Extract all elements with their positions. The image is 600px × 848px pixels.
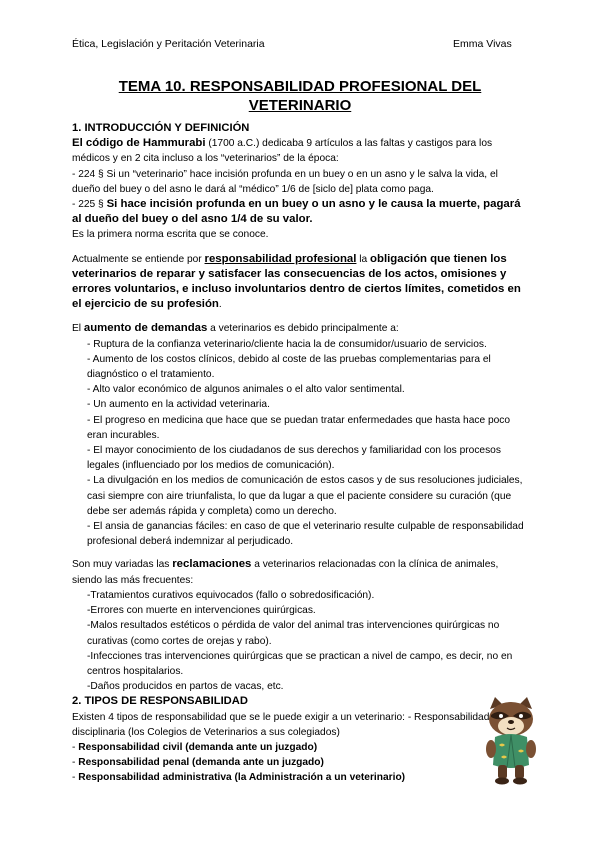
- list-item: -Malos resultados estéticos o pérdida de valor del animal tras intervenciones quirúrgicas no curativas (como cortes de orejas y rabo).: [87, 620, 500, 647]
- article-225: - 225 § Si hace incisión profunda en un buey o un asno y le causa la muerte, pagará al dueño del buey o del asno 1/4 de su valor.: [72, 198, 521, 226]
- definition-paragraph: Actualmente se entiende por responsabilidad profesional la obligación que tienen los veterinarios de reparar y satisfacer las consecuencias de los actos, omisiones y errores voluntarios, e incluso involuntarios dentro de ciertos límites, cometidos en el ejercicio de su profesión.: [72, 252, 521, 311]
- list-item: -Infecciones tras intervenciones quirúrgicas que se practican a nivel de campo, es decir, no en centros hospitalarios.: [87, 650, 513, 677]
- list-item: - Un aumento en la actividad veterinaria.: [87, 399, 270, 411]
- types-intro: Existen 4 tipos de responsabilidad que se le puede exigir a un veterinario: - Responsabilidad disciplinaria (los Colegios de Veterinarios a sus colegiados): [72, 711, 490, 738]
- causes-list: [72, 337, 528, 550]
- page-title: TEMA 10. RESPONSABILIDAD PROFESIONAL DEL VETERINARIO: [118, 78, 482, 114]
- type-item: - Responsabilidad civil (demanda ante un juzgado): [72, 741, 318, 753]
- list-item: - Aumento de los costos clínicos, debido al coste de las pruebas complementarias para el diagnóstico o el tratamiento.: [87, 353, 491, 381]
- header-course: Ética, Legislación y Peritación Veterinaria: [72, 38, 265, 50]
- claims-list: [72, 588, 528, 694]
- list-item: - La divulgación en los medios de comunicación de estos casos y de sus resoluciones judiciales, casi siempre con aire triunfalista, lo que da lugar a que el paciente considere su curación (que debe ser además rápida y completa) como un derecho.: [87, 475, 523, 517]
- raccoon-character-illustration: [478, 695, 544, 787]
- list-item: -Errores con muerte en intervenciones quirúrgicas.: [87, 605, 316, 617]
- list-item: - El progreso en medicina que hace que se puedan tratar enfermedades que hasta hace poco eran incurables.: [87, 414, 511, 441]
- first-norm-note: Es la primera norma escrita que se conoce.: [72, 229, 269, 241]
- section-1-heading: 1. INTRODUCCIÓN Y DEFINICIÓN: [72, 122, 250, 134]
- claims-intro: Son muy variadas las reclamaciones a veterinarios relacionadas con la clínica de animales, siendo las más frecuentes:: [72, 558, 499, 586]
- list-item: - Alto valor económico de algunos animales o el alto valor sentimental.: [87, 384, 405, 396]
- list-item: -Tratamientos curativos equivocados (fallo o sobredosificación).: [87, 589, 375, 601]
- type-item: - Responsabilidad penal (demanda ante un juzgado): [72, 757, 324, 769]
- list-item: - El mayor conocimiento de los ciudadanos de sus derechos y familiaridad con los procesos legales (influenciado por los medios de comunicación).: [87, 445, 501, 472]
- document-body: [72, 121, 528, 786]
- list-item: - El ansia de ganancias fáciles: en caso de que el veterinario resulte culpable de responsabilidad profesional deberá indemnizar al perjudicado.: [87, 521, 524, 548]
- header-author: Emma Vivas: [453, 38, 512, 50]
- section-2-heading: 2. TIPOS DE RESPONSABILIDAD: [72, 695, 248, 708]
- type-item: - Responsabilidad administrativa (la Administración a un veterinario): [72, 772, 406, 784]
- demand-increase-intro: El aumento de demandas a veterinarios es debido principalmente a:: [72, 322, 399, 335]
- list-item: -Daños producidos en partos de vacas, etc.: [87, 681, 284, 693]
- list-item: - Ruptura de la confianza veterinario/cliente hacia la de consumidor/usuario de servicios.: [87, 338, 487, 350]
- hammurabi-paragraph: El código de Hammurabi (1700 a.C.) dedicaba 9 artículos a las faltas y castigos para los médicos y en 2 cita incluso a los “veterinarios” de la época:: [72, 137, 493, 165]
- article-224: - 224 § Si un “veterinario” hace incisión profunda en un buey o en un asno y le salva la vida, el dueño del buey o del asno le dará al “médico” 1/6 de [siclo de] plata como paga.: [72, 168, 498, 195]
